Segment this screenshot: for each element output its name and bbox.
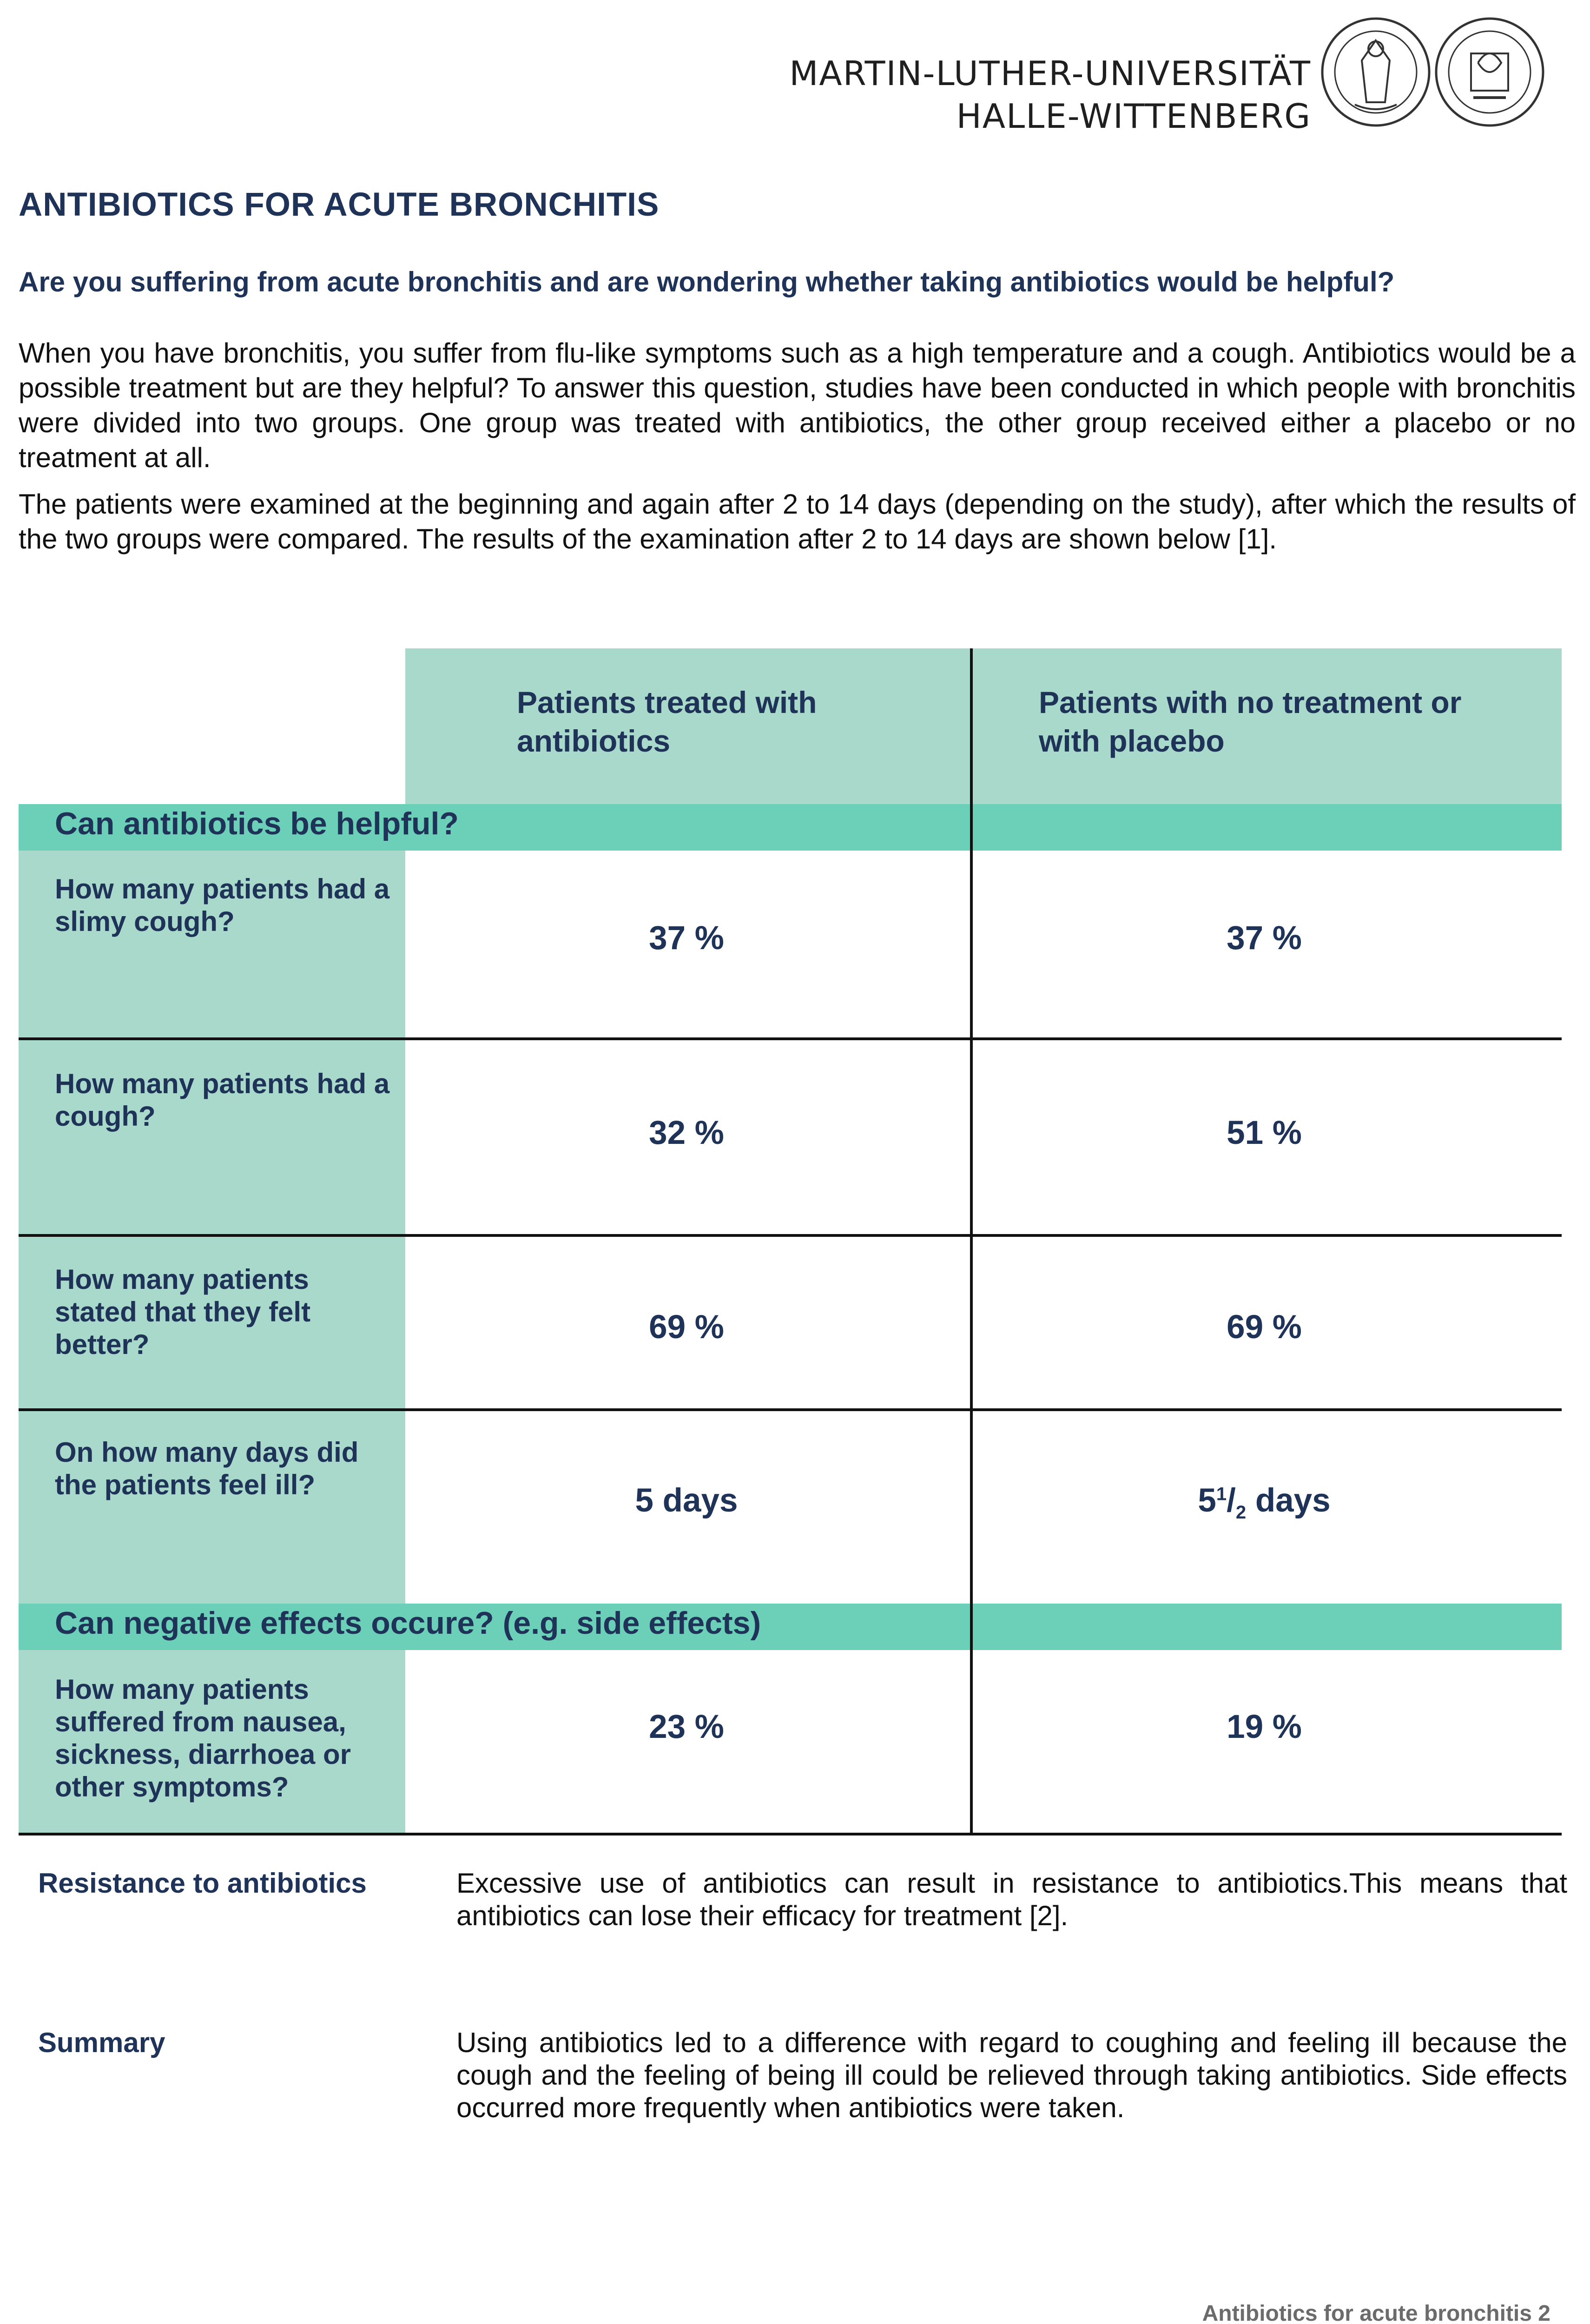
row-question: How many patients had a slimy cough? [55,873,390,937]
resistance-text: Excessive use of antibiotics can result in resistance to antibiotics.This means that antibiotics can lose their efficacy for treatment [2]. [456,1868,1567,1931]
row-value-placebo: 37 % [1227,920,1302,957]
row-question: How many patients suffered from nausea, sickness, diarrhoea or other symptoms? [55,1674,351,1802]
row-divider [19,1234,1562,1237]
table-bottom-border [19,1833,1562,1835]
page-title: ANTIBIOTICS FOR ACUTE BRONCHITIS [19,186,660,223]
row-question: How many patients stated that they felt better? [55,1264,311,1360]
row-value-placebo: 19 % [1227,1709,1302,1745]
row-value-antibiotics: 23 % [649,1709,724,1745]
seal-icon [1320,16,1432,128]
lead-question: Are you suffering from acute bronchitis and are wondering whether taking antibiotics would be helpful? [19,266,1395,297]
row-divider [19,1037,1562,1040]
summary-text: Using antibiotics led to a difference with regard to coughing and feeling ill because the cough and the feeling of being ill could be relieved through taking antibiotics. Side effects occurred more frequently when antibiotics were taken. [456,2027,1567,2123]
placebo-days-whole: 5 [1198,1482,1216,1519]
intro-paragraph: When you have bronchitis, you suffer from flu-like symptoms such as a high temperature and a cough. Antibiotics would be a possible treatment but are they helpful? To answer this question, studies have been conducted in which people with bronchitis were divided into two groups. One group was treated with antibiotics, the other group received either a placebo or no treatment at all. [19,337,1576,473]
row-value-antibiotics: 32 % [649,1115,724,1151]
row-value-placebo: 69 % [1227,1309,1302,1346]
placebo-days-unit: days [1255,1482,1331,1519]
intro-paragraph: The patients were examined at the beginning and again after 2 to 14 days (depending on the study), after which the results of the two groups were compared. The results of the examination after 2 to 14 days are shown below [1]. [19,489,1576,555]
section-title-benefits: Can antibiotics be helpful? [55,806,459,841]
row-value-antibiotics: 5 days [635,1482,738,1519]
row-divider [19,1408,1562,1411]
university-name [789,52,1311,138]
seal-icon [1434,16,1545,128]
fraction-numerator: 1 [1216,1484,1227,1505]
summary-label: Summary [38,2027,165,2058]
fraction-slash: / [1227,1482,1236,1519]
row-question: On how many days did the patients feel ill? [55,1437,359,1500]
row-value-placebo: 51 % [1227,1115,1302,1151]
row-value-placebo [985,1482,1543,1523]
university-seals [1320,12,1552,132]
resistance-label: Resistance to antibiotics [38,1868,367,1899]
row-question: How many patients had a cough? [55,1068,390,1132]
university-name-line2: HALLE-WITTENBERG [956,97,1311,136]
column-divider [970,648,973,1834]
row-value-antibiotics: 69 % [649,1309,724,1346]
fraction-denominator: 2 [1235,1502,1247,1523]
university-name-line1: MARTIN-LUTHER-UNIVERSITÄT [789,54,1311,93]
column-header-placebo-label: Patients with no treatment or with placebo [1039,685,1462,758]
row-value-antibiotics: 37 % [649,920,724,957]
column-header-antibiotics-label: Patients treated with antibiotics [517,685,817,758]
page-footer: Antibiotics for acute bronchitis 2 [1202,2301,1550,2324]
section-title-harms: Can negative effects occure? (e.g. side effects) [55,1605,761,1641]
